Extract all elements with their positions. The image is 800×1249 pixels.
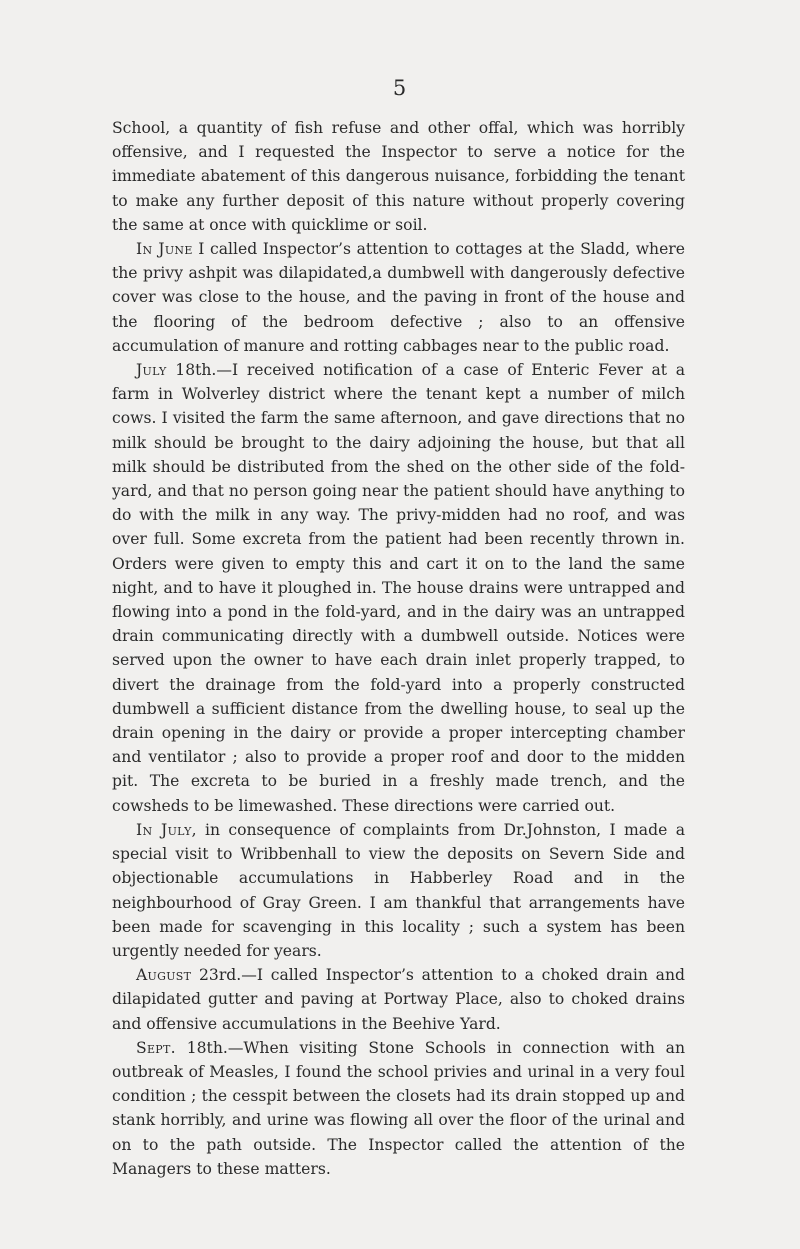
paragraph-lead: In June [136,240,193,259]
paragraph-text: 18th.—I received notification of a case of Enteric Fever at a farm in Wolverley district where the tenant kept a number of milch cows. I visited the farm the same afternoon, and gave directions that no milk should be brought to the dairy adjoining the house, but that all milk should be distributed from the shed on the other side of the fold-yard, and that no person going near the patient should have anything to do with the milk in any way. The privy-midden had no roof, and was over full. Some excreta from the patient had been recently thrown in. Orders were given to empty this and cart it on to the land the same night, and to have it ploughed in. The house drains were untrapped and flowing into a pond in the fold-yard, and in the dairy was an untrapped drain communicating directly with a dumbwell outside. Notices were served upon the owner to have each drain inlet properly trapped, to divert the drainage from the fold-yard into a properly constructed dumbwell a sufficient distance from the dwelling house, to seal up the drain opening in the dairy or provide a proper intercepting chamber and ventilator ; also to provide a proper roof and door to the midden pit. The excreta to be buried in a freshly made trench, and the cowsheds to be limewashed. These directions were carried out. [112,361,685,815]
paragraph-text: 18th.—When visiting Stone Schools in connection with an outbreak of Measles, I found the school privies and urinal in a very foul condition ; the cesspit between the closets had its drain stopped up and stank horribly, and urine was flowing all over the floor of the urinal and on to the path outside. The Inspector called the attention of the Managers to these matters. [112,1038,685,1178]
paragraph-august-23 [112,963,685,1036]
paragraph-lead: In July [136,820,192,839]
paragraph-continuation [112,116,685,237]
paragraph-june [112,237,685,358]
paragraph-july-wribbenhall [112,818,685,963]
paragraph-text: , in consequence of complaints from Dr.Johnston, I made a special visit to Wribbenhall to view the deposits on Severn Side and objectionable accumulations in Habberley Road and in the neighbourhood of Gray Green. I am thankful that arrangements have been made for scavenging in this locality ; such a system has been urgently needed for years. [112,820,685,960]
body-text [112,116,685,1181]
paragraph-sept-18 [112,1036,685,1181]
paragraph-text: 23rd.—I called Inspector’s attention to a choked drain and dilapidated gutter and paving at Portway Place, also to choked drains and offensive accumulations in the Beehive Yard. [112,966,685,1033]
paragraph-text: I called Inspector’s attention to cottages at the Sladd, where the privy ashpit was dilapidated,a dumbwell with dangerously defective cover was close to the house, and the paving in front of the house and the flooring of the bedroom defective ; also to an offensive accumulation of manure and rotting cabbages near to the public road. [112,240,685,355]
paragraph-text: School, a quantity of fish refuse and other offal, which was horribly offensive, and I requested the Inspector to serve a notice for the immediate abatement of this dangerous nuisance, forbidding the tenant to make any further deposit of this nature without properly covering the same at once with quicklime or soil. [112,119,685,234]
paragraph-lead: Sept. [136,1038,176,1057]
paragraph-july-18 [112,358,685,818]
page-number: 5 [392,76,408,100]
paragraph-lead: July [136,361,167,380]
paragraph-lead: August [136,966,192,985]
